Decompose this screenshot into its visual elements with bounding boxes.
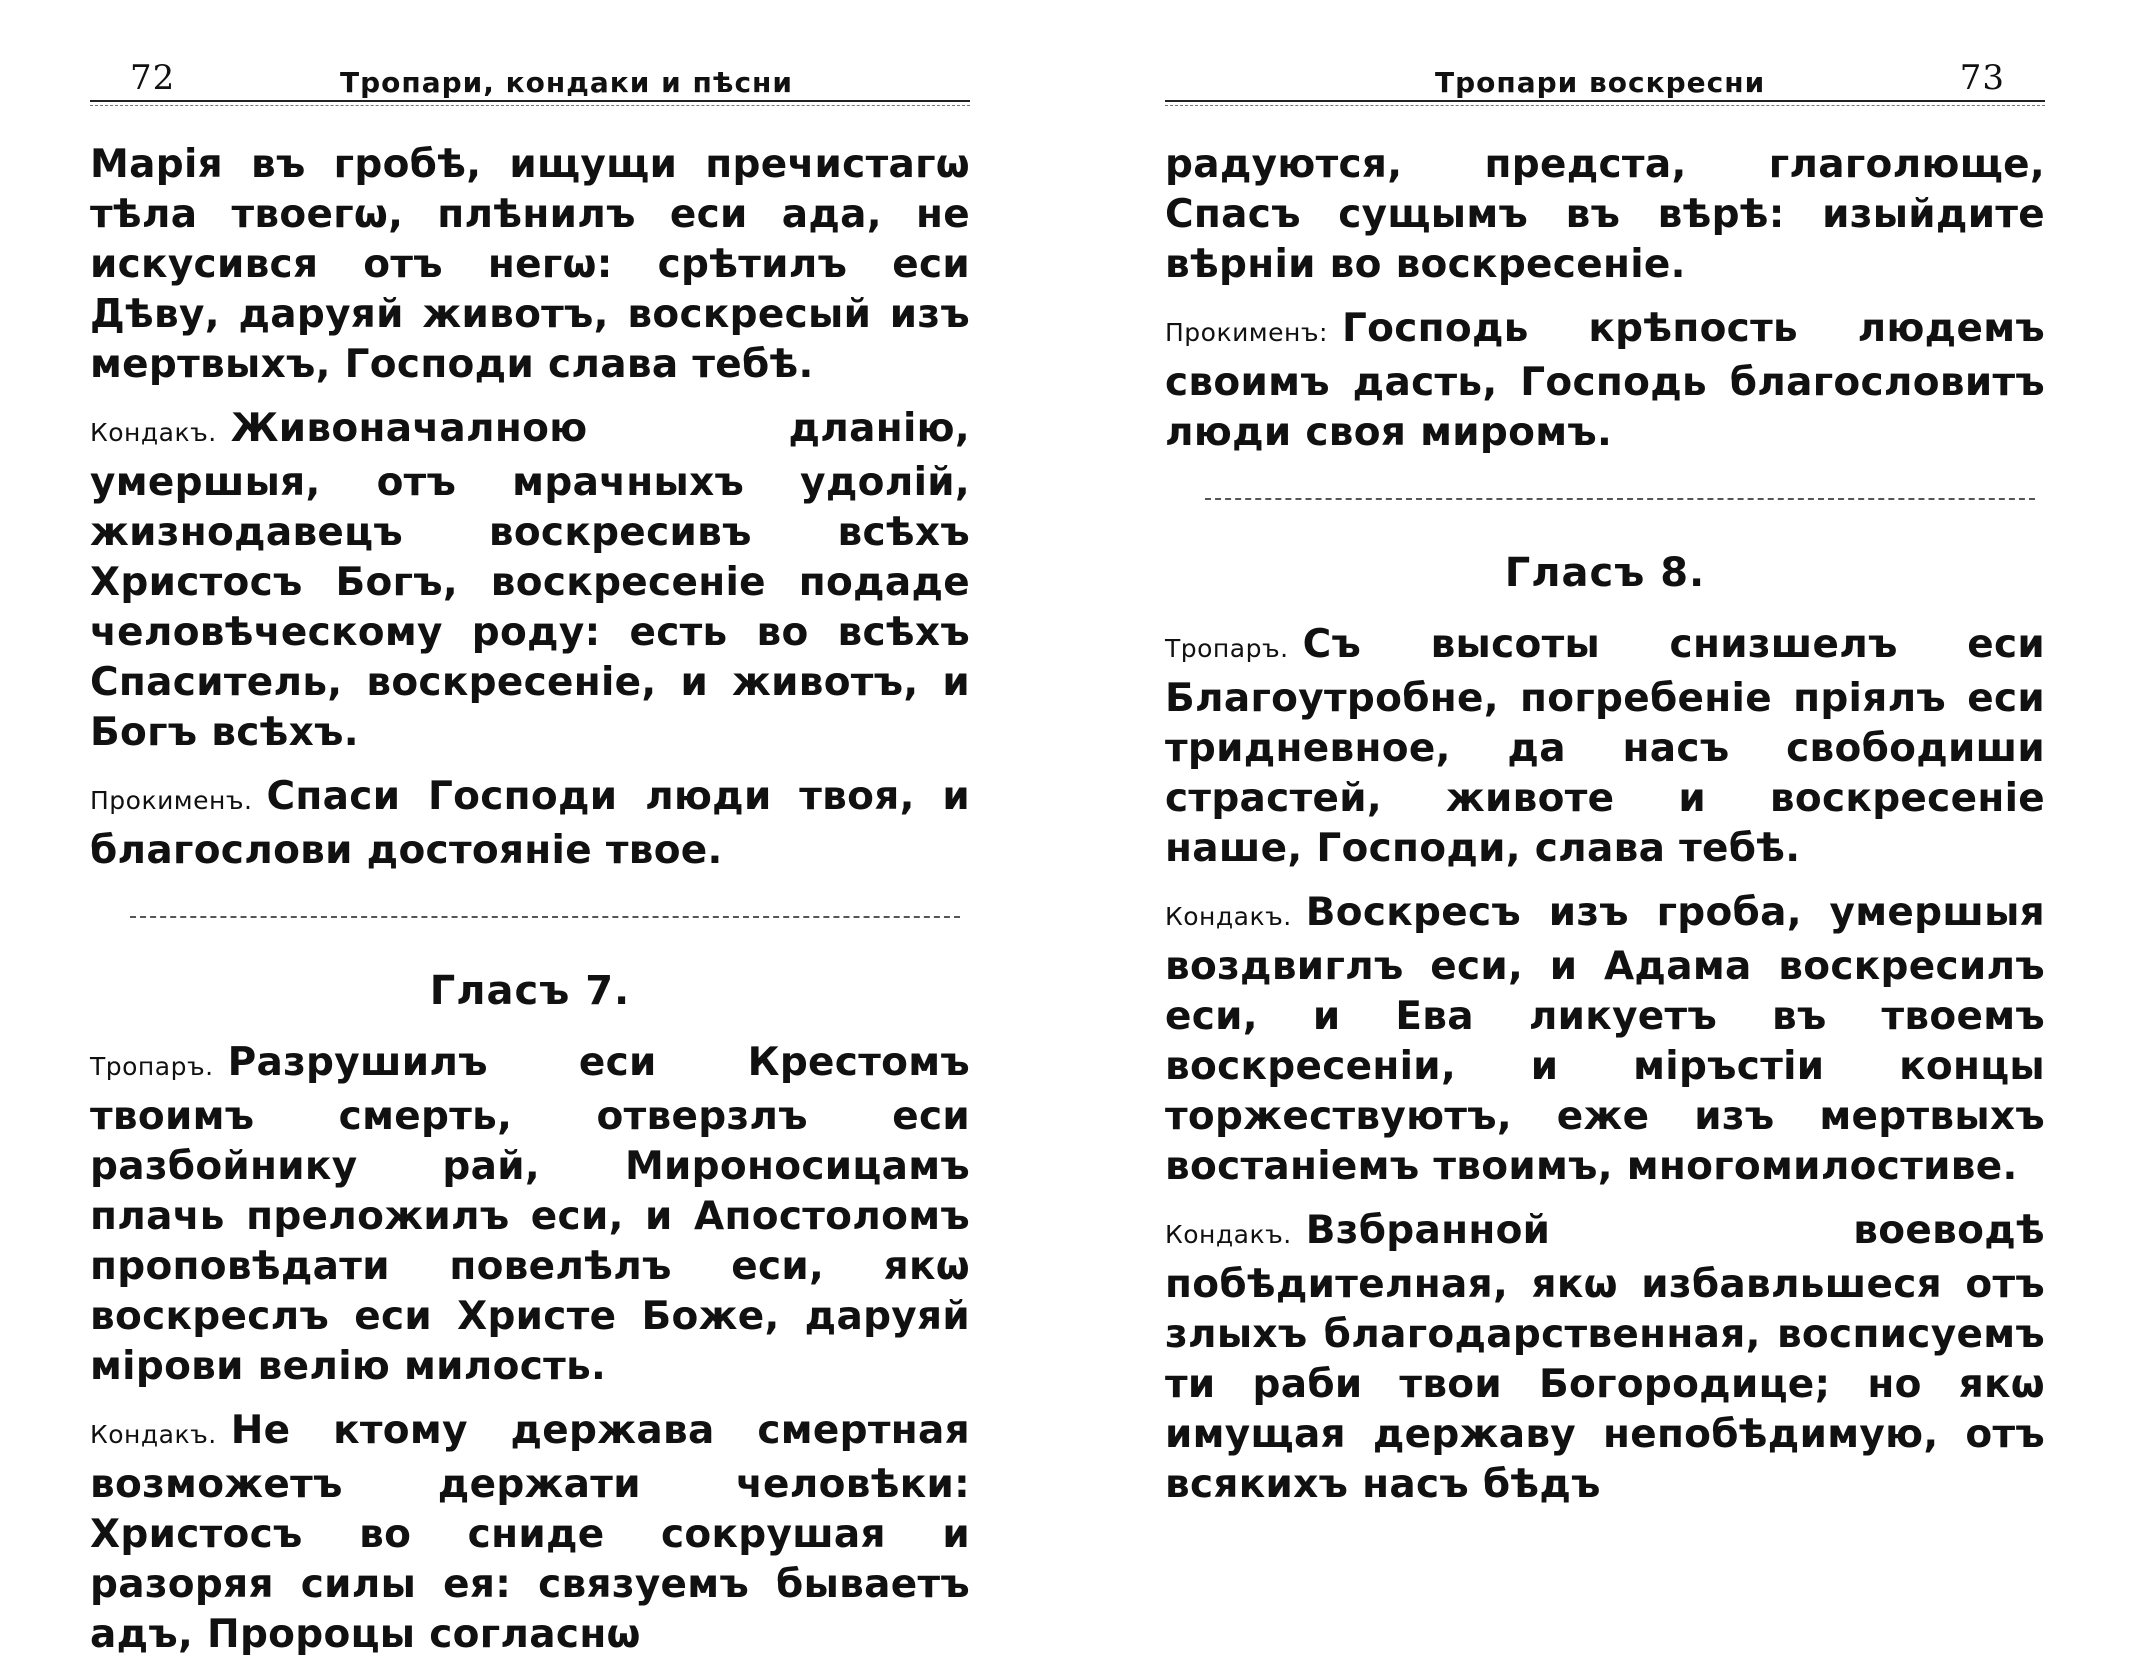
kondak-rubric: Кондакъ. [90, 418, 217, 447]
tone-heading: Гласъ 8. [1504, 550, 1706, 596]
prokimen-paragraph [1165, 304, 2045, 458]
header-rule-dashed [1165, 105, 2045, 106]
prokimen-paragraph [90, 772, 970, 876]
kondak-paragraph-2 [90, 1406, 970, 1660]
continuation-paragraph [90, 140, 970, 390]
section-divider [1205, 498, 2035, 500]
right-page-number: 73 [1959, 58, 2005, 98]
kondak-text-2: Не ктому держава смертная возможетъ держати человѣки: Христосъ во сниде сокрушая и разоряя силы ея: связуемъ бываетъ адъ, Пророцы согласнω [90, 1408, 970, 1657]
left-running-title: Тропари, кондаки и пѣсни [340, 66, 794, 99]
kondak-text: Воскресъ изъ гроба, умершыя воздвиглъ еси, и Адама воскресилъ еси, и Ева ликуетъ въ твоемъ воскресеніи, и міръстіи концы торжествуютъ, еже изъ мертвыхъ востаніемъ твоимъ, многомилостиве. [1165, 890, 2045, 1189]
kondak-rubric-2: Кондакъ. [90, 1420, 217, 1449]
kondak-text: Живоначалною дланію, умершыя, отъ мрачныхъ удолій, жизнодавецъ воскресивъ всѣхъ Христосъ Богъ, воскресеніе подаде человѣческому роду: есть во всѣхъ Спаситель, воскресеніе, и животъ, и Богъ всѣхъ. [90, 406, 970, 755]
kondak-rubric: Кондакъ. [1165, 902, 1292, 931]
kondak-paragraph [90, 404, 970, 758]
tropar-rubric: Тропаръ. [1165, 634, 1289, 663]
continuation-text: радуются, предста, глаголюще, Спасъ сущымъ въ вѣрѣ: изыйдите вѣрніи во воскресеніе. [1165, 142, 2045, 287]
header-rule [90, 100, 970, 102]
prokimen-text: Господь крѣпость людемъ своимъ дасть, Господь благословитъ люди своя миромъ. [1165, 306, 2045, 455]
right-page-body [1165, 140, 2045, 1524]
right-running-title: Тропари воскресни [1435, 66, 1766, 99]
header-rule-dashed [90, 105, 970, 106]
continuation-paragraph [1165, 140, 2045, 290]
prokimen-text: Спаси Господи люди твоя, и благослови достояніе твое. [90, 774, 970, 873]
tropar-text: Разрушилъ еси Крестомъ твоимъ смерть, отверзлъ еси разбойнику рай, Мироносицамъ плачь преложилъ еси, и Апостоломъ проповѣдати повелѣлъ еси, якω воскреслъ еси Христе Боже, даруяй мірови велію милость. [90, 1040, 970, 1389]
left-running-head [90, 52, 970, 102]
tone-heading: Гласъ 7. [429, 968, 631, 1014]
left-page-number: 72 [130, 58, 176, 98]
left-page [90, 0, 970, 1657]
left-page-body [90, 140, 970, 1674]
header-rule [1165, 100, 2045, 102]
section-divider [130, 916, 960, 918]
kondak-rubric-2: Кондакъ. [1165, 1220, 1292, 1249]
kondak-paragraph-2 [1165, 1206, 2045, 1510]
kondak-text-2: Взбранной воеводѣ побѣдителная, якω избавльшеся отъ злыхъ благодарственная, восписуемъ ти раби твои Богородице; но якω имущая державу непобѣдимую, отъ всякихъ насъ бѣдъ [1165, 1208, 2045, 1507]
prokimen-rubric: Прокименъ. [90, 786, 253, 815]
tropar-text: Съ высоты снизшелъ еси Благоутробне, погребеніе пріялъ еси тридневное, да насъ свободиши страстей, животе и воскресеніе наше, Господи, слава тебѣ. [1165, 622, 2045, 871]
prokimen-rubric: Прокименъ: [1165, 318, 1328, 347]
right-page [1165, 0, 2045, 1507]
tropar-rubric: Тропаръ. [90, 1052, 214, 1081]
right-running-head [1165, 52, 2045, 102]
kondak-paragraph [1165, 888, 2045, 1192]
continuation-text: Марія въ гробѣ, ищущи пречистагω тѣла твоегω, плѣнилъ еси ада, не искусився отъ негω: срѣтилъ еси Дѣву, даруяй животъ, воскресый изъ мертвыхъ, Господи слава тебѣ. [90, 142, 970, 387]
tropar-paragraph [90, 1038, 970, 1392]
tropar-paragraph [1165, 620, 2045, 874]
